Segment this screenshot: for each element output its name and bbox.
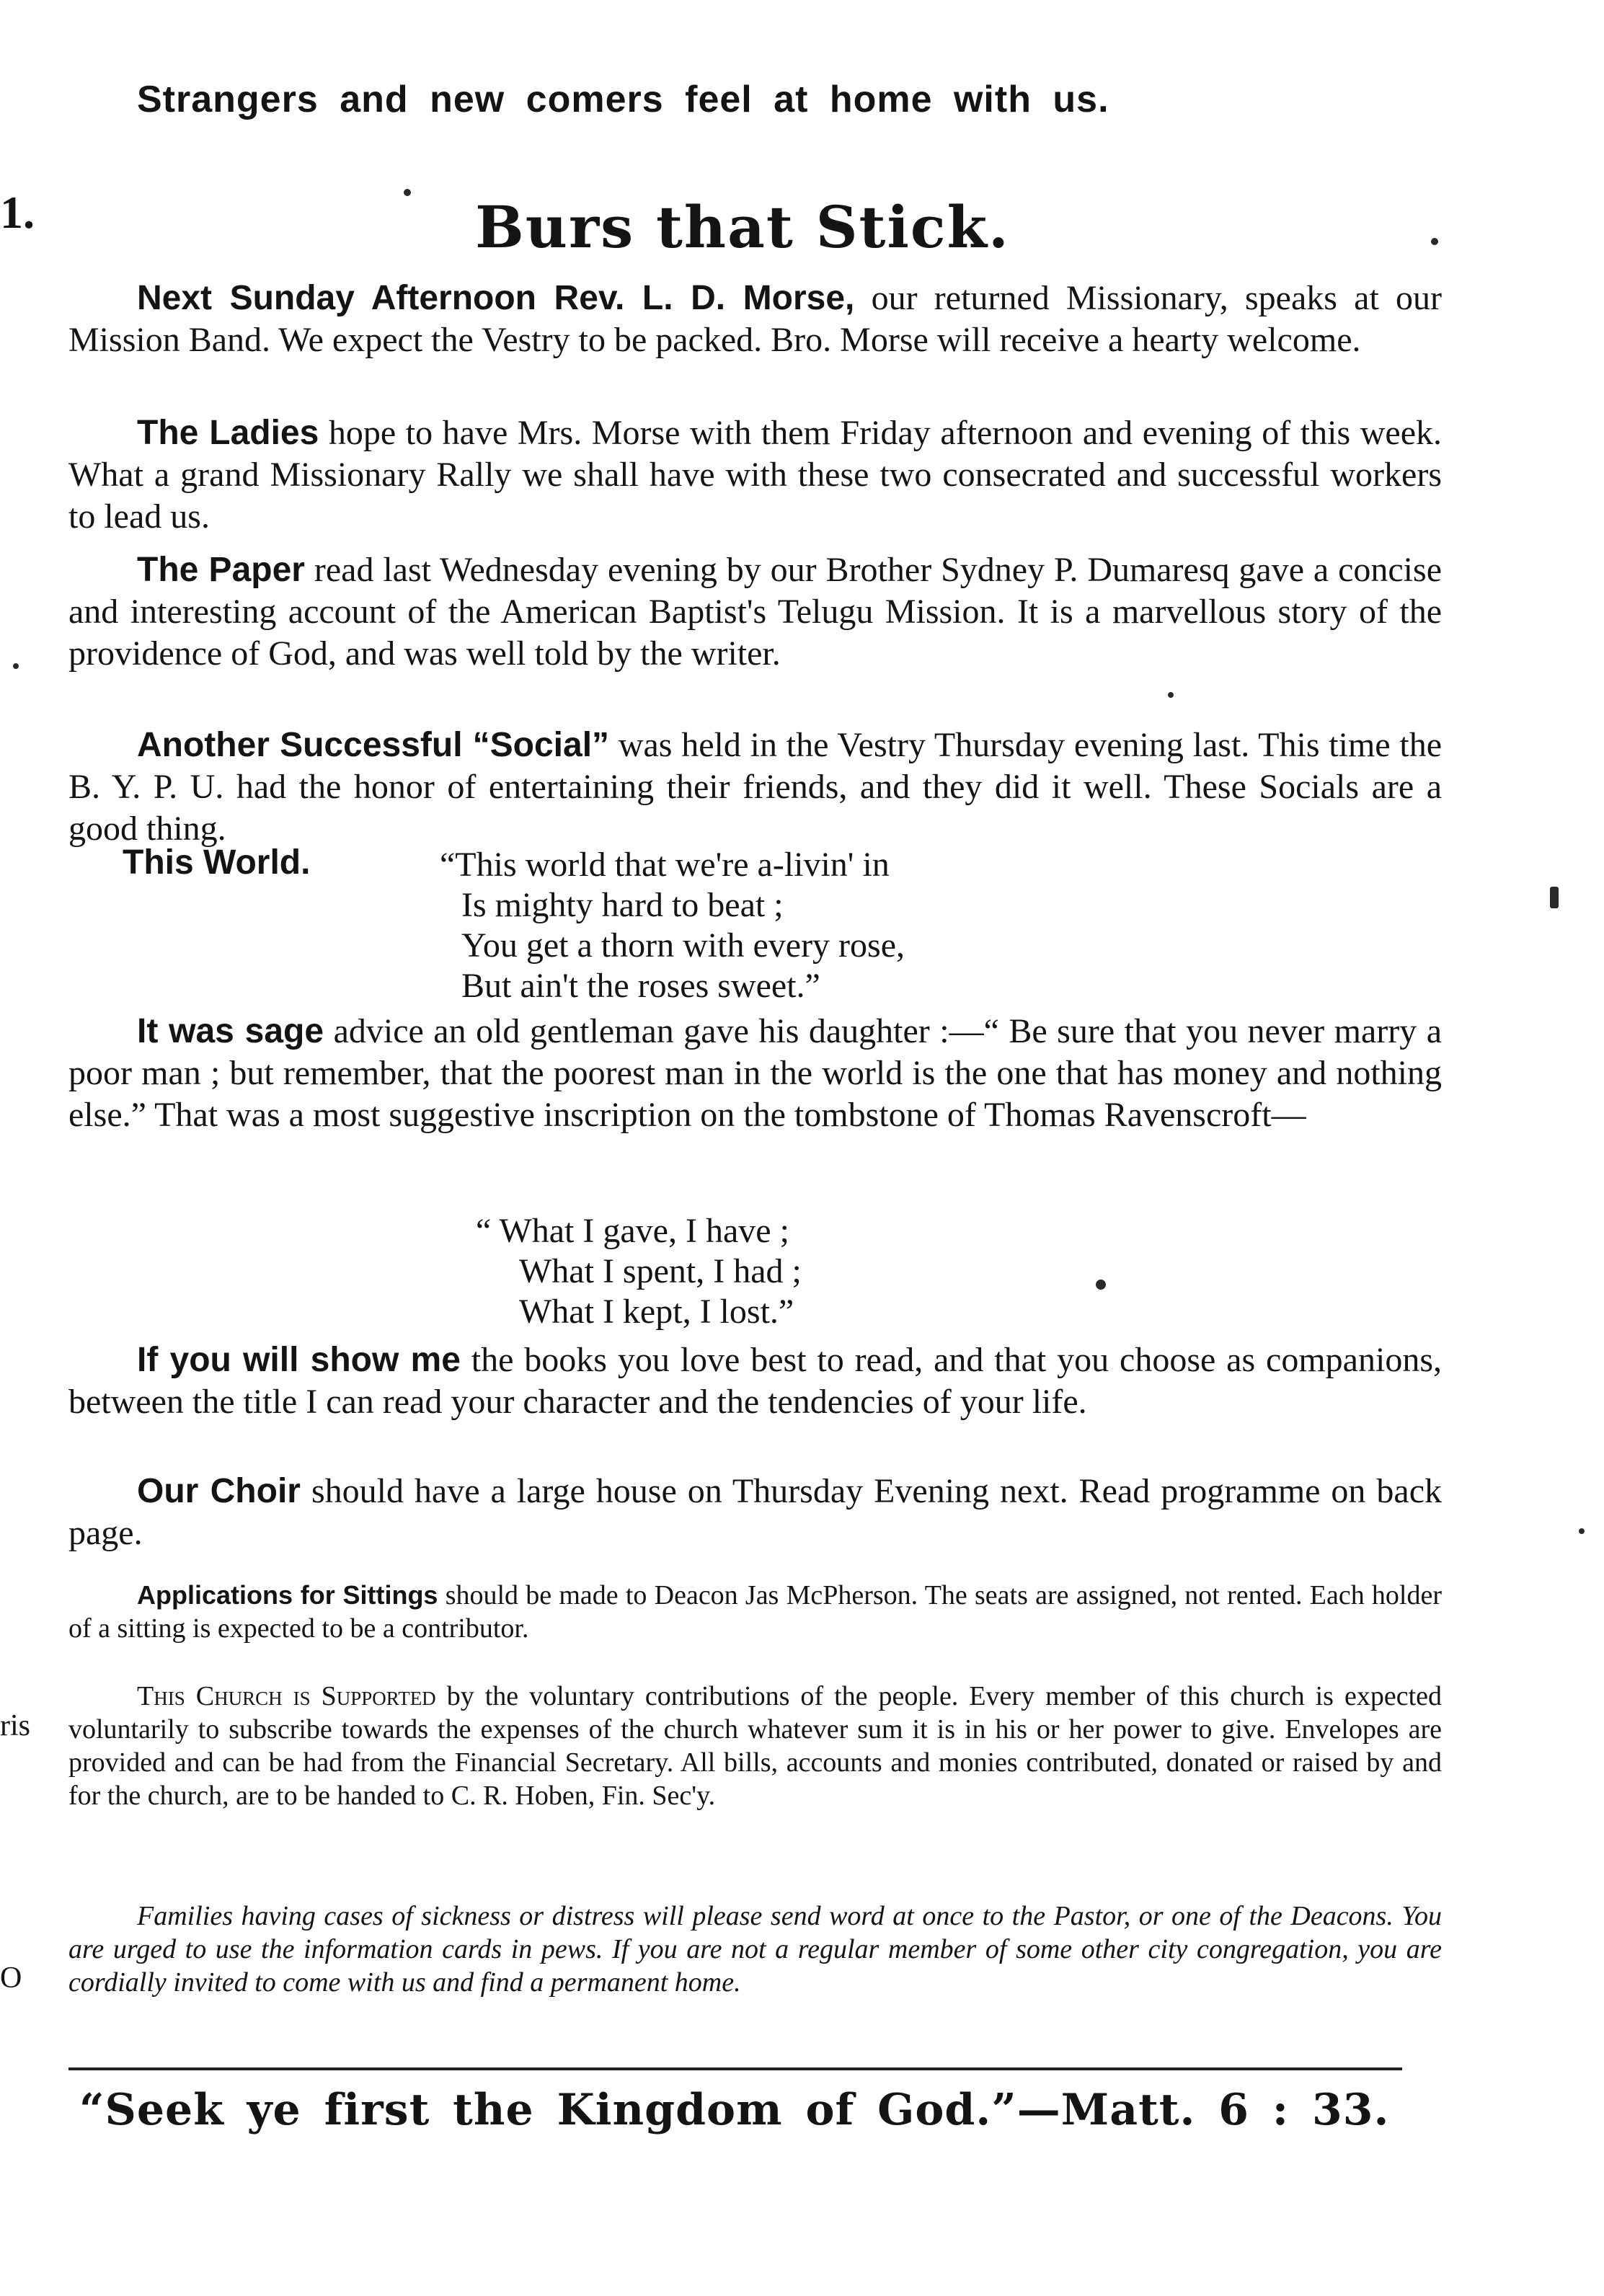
notice-support	[68, 1680, 1442, 1812]
margin-fragment-mid: ris	[0, 1709, 30, 1742]
world-verse-3: You get a thorn with every rose,	[461, 926, 905, 965]
notice-sittings-lead: Applications for Sittings	[137, 1580, 438, 1610]
header-motto: Strangers and new comers feel at home with us.	[137, 79, 1109, 120]
scan-speck	[1550, 887, 1559, 908]
notice-books-text: the books you love best to read, and that you choose as companions, between the title I can read your character and the tendencies of your life.	[68, 1341, 1442, 1421]
notice-ladies-text: hope to have Mrs. Morse with them Friday afternoon and evening of this week. What a grand Missionary Rally we shall have with these two consecrated and successful workers to lead us.	[68, 414, 1443, 536]
notice-sage	[68, 1011, 1442, 1136]
notice-paper	[68, 549, 1442, 675]
footer-motto: “Seek ye first the Kingdom of God.”—Matt. 6 : 33.	[79, 2085, 1390, 2135]
notice-social-text: was held in the Vestry Thursday evening last. This time the B. Y. P. U. had the honor of entertaining their friends, and they did it well. These Socials are a good thing.	[68, 726, 1443, 848]
notice-choir-lead: Our Choir	[137, 1472, 301, 1510]
sage-verse-3: What I kept, I lost.”	[519, 1293, 794, 1331]
world-verse-2: Is mighty hard to beat ;	[461, 886, 784, 924]
notice-books	[68, 1339, 1442, 1423]
page-title: Burs that Stick.	[475, 193, 1010, 261]
notice-social	[68, 724, 1442, 850]
margin-fragment-low: O	[0, 1962, 22, 1995]
notice-ladies-lead: The Ladies	[137, 414, 319, 452]
notice-morse-lead: Next Sunday Afternoon Rev. L. D. Morse,	[137, 279, 855, 317]
notice-morse	[68, 278, 1442, 361]
notice-world-lead: This World.	[123, 843, 311, 882]
notice-choir-text: should have a large house on Thursday Evening next. Read programme on back page.	[68, 1472, 1443, 1552]
world-verse-4: But ain't the roses sweet.”	[461, 967, 820, 1005]
notice-ladies	[68, 412, 1442, 538]
notice-morse-text: our returned Missionary, speaks at our Mission Band. We expect the Vestry to be packed. Bro. Morse will receive a hearty welcome.	[68, 279, 1443, 359]
notice-families	[68, 1900, 1442, 1999]
scan-speck	[1096, 1280, 1106, 1290]
notice-paper-text: read last Wednesday evening by our Brother Sydney P. Dumaresq gave a concise and interesting account of the American Baptist's Telugu Mission. It is a marvellous story of the providence of God, and was well told by the writer.	[68, 551, 1443, 673]
sage-verse-2: What I spent, I had ;	[519, 1252, 802, 1290]
notice-social-lead: Another Successful “Social”	[137, 726, 610, 764]
notice-families-text: Families having cases of sickness or distress will please send word at once to the Pastor, or one of the Deacons. You are urged to use the information cards in pews. If you are not a regular member of some other city congregation, you are cordially invited to come with us and find a permanent home.	[68, 1901, 1442, 1998]
scan-speck	[13, 663, 19, 669]
notice-choir	[68, 1471, 1442, 1554]
notice-sittings-text: should be made to Deacon Jas McPherson. The seats are assigned, not rented. Each holder of a sitting is expected to be a contributor.	[68, 1580, 1442, 1644]
notice-sage-lead: It was sage	[137, 1012, 324, 1050]
sage-verse-1: “ What I gave, I have ;	[476, 1212, 789, 1250]
scan-speck	[1579, 1528, 1585, 1534]
scan-speck	[1431, 238, 1438, 245]
footer-rule	[68, 2067, 1402, 2070]
notice-support-lead: This Church is Supported	[137, 1681, 436, 1711]
notice-books-lead: If you will show me	[137, 1341, 461, 1379]
scan-speck	[1168, 692, 1174, 698]
notice-paper-lead: The Paper	[137, 551, 305, 589]
world-verse-1: “This world that we're a-livin' in	[440, 846, 890, 884]
scan-speck	[404, 189, 411, 196]
notice-sittings	[68, 1579, 1442, 1645]
notice-support-text: by the voluntary contributions of the people. Every member of this church is expected voluntarily to subscribe towards the expenses of the church whatever sum it is in his or her power to give. Envelopes are provided and can be had from the Financial Secretary. All bills, accounts and monies contributed, donated or raised by and for the church, are to be handed to C. R. Hoben, Fin. Sec'y.	[68, 1681, 1443, 1811]
notice-sage-text: advice an old gentleman gave his daughter :—“ Be sure that you never marry a poor man ; but remember, that the poorest man in the world is the one that has money and nothing else.” That was a most suggestive inscription on the tombstone of Thomas Ravenscroft—	[68, 1012, 1443, 1134]
margin-fragment-top: 1.	[0, 187, 35, 238]
